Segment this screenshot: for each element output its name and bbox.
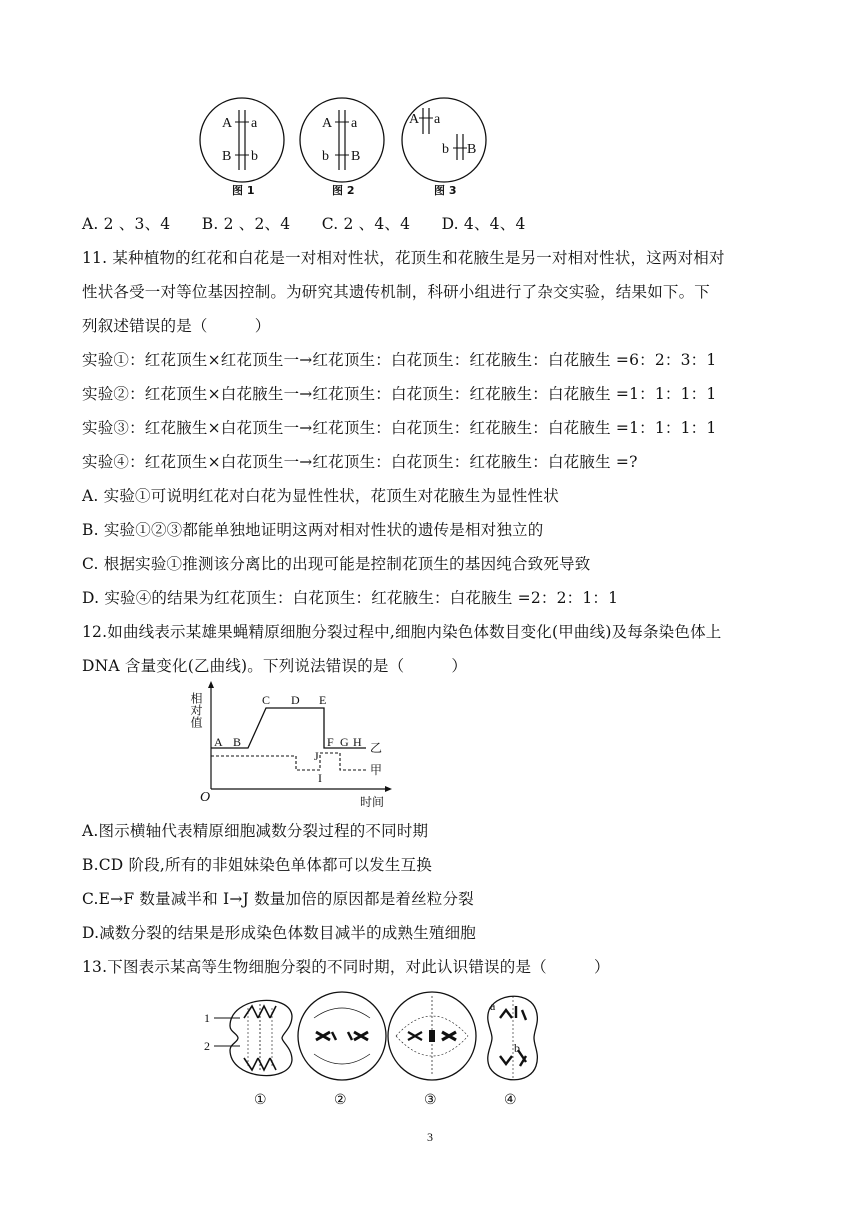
q12-option-d: D.减数分裂的结果是形成染色体数目减半的成熟生殖细胞 — [82, 924, 477, 942]
q10-c1-caption: 图 1 — [232, 184, 255, 197]
q11-option-b: B. 实验①②③都能单独地证明这两对相对性状的遗传是相对独立的 — [82, 521, 544, 539]
q10-circle-2 — [300, 98, 384, 197]
q11-experiment-2: 实验②：红花顶生×白花腋生一→红花顶生：白花顶生：红花腋生：白花腋生 =1：1：1：1 — [82, 385, 717, 403]
q10-c1-top-right: a — [251, 116, 258, 131]
q12-stem-line-2: DNA 含量变化(乙曲线)。下列说法错误的是（ ） — [82, 657, 468, 675]
q12-option-b: B.CD 阶段,所有的非姐妹染色单体都可以发生互换 — [82, 856, 432, 874]
q11-experiment-3: 实验③：红花腋生×白花顶生一→红花顶生：白花顶生：红花腋生：白花腋生 =1：1：1：1 — [82, 419, 717, 437]
point-i: I — [318, 771, 322, 785]
q10-c3-top-left: A — [409, 112, 420, 127]
q10-options: A. 2 、3、4 B. 2 、2、4 C. 2 、4、4 D. 4、4、4 — [82, 215, 526, 233]
q10-circle-1 — [200, 98, 284, 197]
point-d: D — [291, 693, 300, 707]
curve-jia — [211, 753, 366, 770]
q11-stem-line-3: 列叙述错误的是（ ） — [82, 317, 271, 335]
q13-caption-1: ① — [254, 1093, 267, 1108]
q11-stem-line-2: 性状各受一对等位基因控制。为研究其遗传机制，科研小组进行了杂交实验，结果如下。下 — [82, 283, 711, 301]
q10-c1-bottom-right: b — [251, 149, 258, 164]
q10-c2-caption: 图 2 — [332, 184, 355, 197]
series-yi-label: 乙 — [370, 741, 383, 755]
q13-stem: 13.下图表示某高等生物细胞分裂的不同时期，对此认识错误的是（ ） — [82, 958, 610, 976]
q11-stem-line-1: 11. 某种植物的红花和白花是一对相对性状，花顶生和花腋生是另一对相对性状，这两对相对 — [82, 249, 725, 267]
point-h: H — [353, 735, 362, 749]
point-g: G — [340, 735, 349, 749]
point-e: E — [319, 693, 327, 707]
q10-c2-top-left: A — [322, 116, 333, 131]
q10-c2-bottom-left: b — [322, 149, 329, 164]
point-a: A — [214, 735, 223, 749]
q10-c2-top-right: a — [351, 116, 358, 131]
point-f: F — [327, 735, 334, 749]
q10-c3-bottom-right: B — [467, 142, 477, 157]
q12-chart — [189, 678, 404, 810]
q10-c2-bottom-right: B — [351, 149, 361, 164]
q12-option-c: C.E→F 数量减半和 I→J 数量加倍的原因都是着丝粒分裂 — [82, 890, 474, 908]
q13-cell-4 — [488, 996, 538, 1108]
q13-label-1: 1 — [204, 1011, 210, 1025]
q13-caption-3: ③ — [424, 1093, 437, 1108]
q13-label-2: 2 — [204, 1039, 210, 1053]
q11-option-c: C. 根据实验①推测该分离比的出现可能是控制花顶生的基因纯合致死导致 — [82, 555, 591, 573]
q11-option-d: D. 实验④的结果为红花顶生：白花顶生：红花腋生：白花腋生 =2：2：1：1 — [82, 589, 619, 607]
page-number: 3 — [427, 1130, 433, 1144]
q13-label-b: b — [514, 1041, 520, 1055]
q13-figure — [200, 988, 550, 1110]
q11-experiment-1: 实验①：红花顶生×红花顶生一→红花顶生：白花顶生：红花腋生：白花腋生 =6：2：3：1 — [82, 351, 717, 369]
origin-label: O — [200, 790, 211, 805]
q10-c3-caption: 图 3 — [434, 184, 457, 197]
q12-stem-line-1: 12.如曲线表示某雄果蝇精原细胞分裂过程中,细胞内染色体数目变化(甲曲线)及每条染色体上 — [82, 623, 722, 641]
q10-c3-top-right: a — [434, 112, 441, 127]
q11-experiment-4: 实验④：红花顶生×白花顶生一→红花顶生：白花顶生：红花腋生：白花腋生 =? — [82, 453, 638, 471]
q10-figure — [190, 92, 500, 200]
q10-c1-top-left: A — [222, 116, 233, 131]
q10-c3-bottom-left: b — [442, 142, 449, 157]
q13-cell-2 — [298, 992, 386, 1108]
point-b: B — [233, 735, 242, 749]
q13-caption-2: ② — [334, 1093, 347, 1108]
point-j: J — [314, 749, 319, 763]
series-jia-label: 甲 — [370, 763, 383, 777]
q10-c1-bottom-left: B — [222, 149, 232, 164]
q13-cell-3 — [388, 992, 476, 1108]
q13-label-a: a — [490, 999, 496, 1013]
q12-option-a: A.图示横轴代表精原细胞减数分裂过程的不同时期 — [82, 822, 429, 840]
q11-option-a: A. 实验①可说明红花对白花为显性性状，花顶生对花腋生为显性性状 — [82, 487, 559, 505]
x-axis-label: 时间 — [360, 795, 385, 809]
q13-cell-1 — [204, 1000, 292, 1108]
q10-circle-3 — [402, 98, 486, 197]
y-axis-label: 相对值 — [189, 692, 203, 728]
point-c: C — [262, 693, 271, 707]
q13-caption-4: ④ — [504, 1093, 517, 1108]
